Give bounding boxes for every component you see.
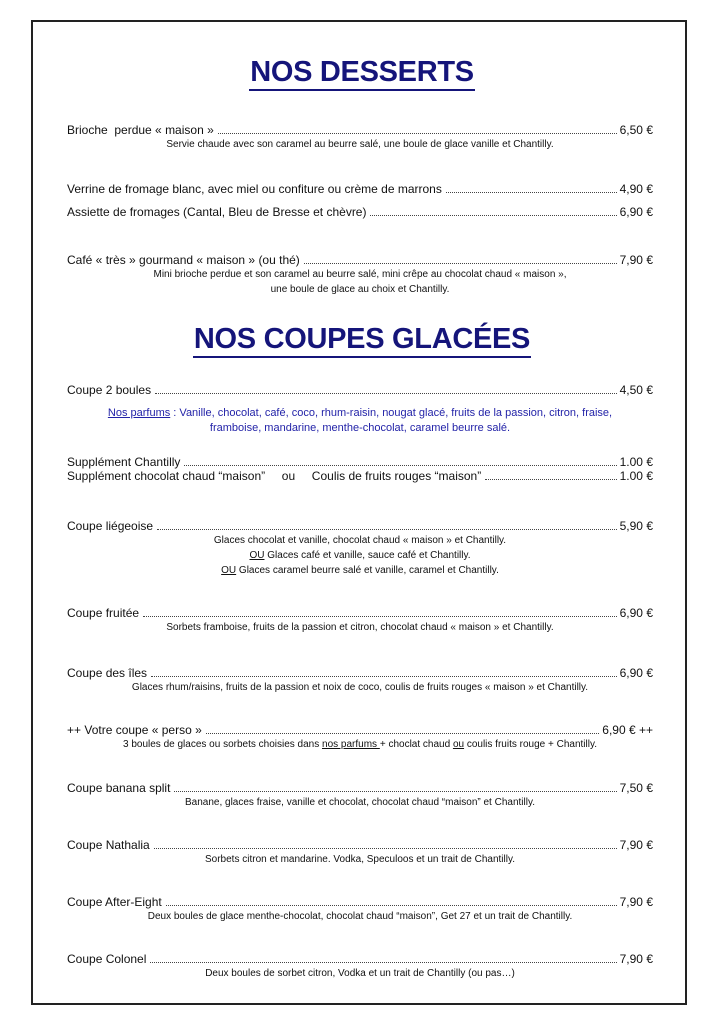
underlined-text: OU bbox=[249, 550, 265, 561]
parfums-line-2: framboise, mandarine, menthe-chocolat, caramel beurre salé. bbox=[209, 422, 511, 434]
description-text: + choclat chaud bbox=[379, 739, 453, 750]
menu-item bbox=[67, 253, 653, 268]
desserts-title-text: NOS DESSERTS bbox=[249, 56, 475, 91]
dot-leader bbox=[143, 616, 617, 617]
menu-item-name: Coupe Colonel bbox=[67, 952, 147, 966]
dot-leader bbox=[174, 791, 616, 792]
dot-leader bbox=[151, 676, 617, 677]
menu-item bbox=[67, 895, 653, 910]
menu-item-price: 7,90 € bbox=[619, 838, 653, 852]
menu-item-description: Deux boules de sorbet citron, Vodka et un trait de Chantilly (ou pas…) bbox=[205, 968, 515, 979]
description-text: Glaces caramel beurre salé et vanille, caramel et Chantilly. bbox=[236, 565, 499, 576]
menu-item bbox=[67, 666, 653, 681]
menu-item-name: ++ Votre coupe « perso » bbox=[67, 723, 202, 737]
menu-item bbox=[67, 182, 653, 197]
menu-item-price: 1.00 € bbox=[619, 469, 653, 483]
dot-leader bbox=[155, 393, 617, 394]
underlined-text: OU bbox=[221, 565, 237, 576]
menu-item-description: Servie chaude avec son caramel au beurre salé, une boule de glace vanille et Chantilly. bbox=[166, 139, 554, 150]
menu-item-name: Supplément Chantilly bbox=[67, 455, 181, 469]
menu-item-price: 7,50 € bbox=[619, 781, 653, 795]
dot-leader bbox=[157, 529, 617, 530]
dot-leader bbox=[446, 192, 617, 193]
menu-item-name: Coupe banana split bbox=[67, 781, 171, 795]
menu-item-description: Deux boules de glace menthe-chocolat, chocolat chaud “maison”, Get 27 et un trait de Chantilly. bbox=[147, 911, 573, 922]
menu-item-name: Coupe fruitée bbox=[67, 606, 140, 620]
menu-item-name: Café « très » gourmand « maison » (ou thé) bbox=[67, 253, 300, 267]
menu-item bbox=[67, 952, 653, 967]
menu-item-price: 7,90 € bbox=[619, 253, 653, 267]
menu-item bbox=[67, 123, 653, 138]
menu-item-description: Glaces chocolat et vanille, chocolat chaud « maison » et Chantilly. bbox=[213, 535, 507, 546]
underlined-text: nos parfums bbox=[322, 739, 380, 750]
menu-item-description: une boule de glace au choix et Chantilly. bbox=[270, 284, 450, 295]
menu-item-price: 5,90 € bbox=[619, 519, 653, 533]
menu-item-price: 6,90 € ++ bbox=[602, 723, 653, 737]
menu-item bbox=[67, 205, 653, 220]
menu-item-price: 4,90 € bbox=[619, 182, 653, 196]
dot-leader bbox=[166, 905, 617, 906]
menu-item-description: Sorbets citron et mandarine. Vodka, Speculoos et un trait de Chantilly. bbox=[205, 854, 515, 865]
dot-leader bbox=[154, 848, 617, 849]
menu-item-name: Coupe After-Eight bbox=[67, 895, 162, 909]
menu-item bbox=[67, 723, 653, 738]
menu-item-name: Coupe 2 boules bbox=[67, 383, 152, 397]
menu-item bbox=[67, 455, 653, 470]
menu-item bbox=[67, 838, 653, 853]
dot-leader bbox=[304, 263, 617, 264]
parfums-list: : Vanille, chocolat, café, coco, rhum-raisin, nougat glacé, fruits de la passion, citron, fraise, bbox=[170, 407, 613, 419]
description-text: coulis fruits rouge + Chantilly. bbox=[464, 739, 597, 750]
menu-item bbox=[67, 781, 653, 796]
underlined-text: ou bbox=[452, 739, 465, 750]
menu-item-name: Supplément chocolat chaud “maison” ou Coulis de fruits rouges “maison” bbox=[67, 469, 482, 483]
dot-leader bbox=[184, 465, 616, 466]
menu-item-price: 6,90 € bbox=[619, 666, 653, 680]
menu-item-price: 6,90 € bbox=[619, 606, 653, 620]
dot-leader bbox=[206, 733, 600, 734]
menu-item bbox=[67, 383, 653, 398]
menu-item bbox=[67, 606, 653, 621]
parfums-label: Nos parfums bbox=[107, 407, 171, 419]
menu-item bbox=[67, 519, 653, 534]
description-text: Glaces café et vanille, sauce café et Chantilly. bbox=[264, 550, 471, 561]
menu-item-price: 7,90 € bbox=[619, 952, 653, 966]
menu-item-price: 6,50 € bbox=[619, 123, 653, 137]
menu-item-description: Sorbets framboise, fruits de la passion et citron, chocolat chaud « maison » et Chantilly. bbox=[166, 622, 554, 633]
menu-item-description: Glaces rhum/raisins, fruits de la passion et noix de coco, coulis de fruits rouges « maison » et Chantilly. bbox=[131, 682, 589, 693]
coupes-title bbox=[0, 323, 724, 356]
desserts-title bbox=[0, 56, 724, 89]
menu-item-name: Brioche perdue « maison » bbox=[67, 123, 214, 137]
description-text: 3 boules de glaces ou sorbets choisies dans bbox=[123, 739, 323, 750]
menu-item-description bbox=[60, 737, 660, 752]
menu-item-price: 6,90 € bbox=[619, 205, 653, 219]
menu-item-name: Coupe Nathalia bbox=[67, 838, 150, 852]
menu-item-name: Coupe des îles bbox=[67, 666, 148, 680]
menu-item-description: Mini brioche perdue et son caramel au beurre salé, mini crêpe au chocolat chaud « maison », bbox=[153, 269, 567, 280]
menu-item-name: Assiette de fromages (Cantal, Bleu de Bresse et chèvre) bbox=[67, 205, 367, 219]
menu-item-price: 4,50 € bbox=[619, 383, 653, 397]
menu-item-price: 1.00 € bbox=[619, 455, 653, 469]
menu-item bbox=[67, 469, 653, 484]
dot-leader bbox=[485, 479, 616, 480]
coupes-title-text: NOS COUPES GLACÉES bbox=[193, 323, 531, 358]
menu-item-price: 7,90 € bbox=[619, 895, 653, 909]
parfums-line-1 bbox=[60, 406, 660, 421]
menu-item-name: Coupe liégeoise bbox=[67, 519, 154, 533]
dot-leader bbox=[150, 962, 616, 963]
dot-leader bbox=[370, 215, 616, 216]
menu-item-description bbox=[60, 563, 660, 578]
menu-item-description bbox=[60, 548, 660, 563]
menu-item-description: Banane, glaces fraise, vanille et chocolat, chocolat chaud “maison” et Chantilly. bbox=[184, 797, 535, 808]
dot-leader bbox=[218, 133, 617, 134]
menu-item-name: Verrine de fromage blanc, avec miel ou confiture ou crème de marrons bbox=[67, 182, 442, 196]
